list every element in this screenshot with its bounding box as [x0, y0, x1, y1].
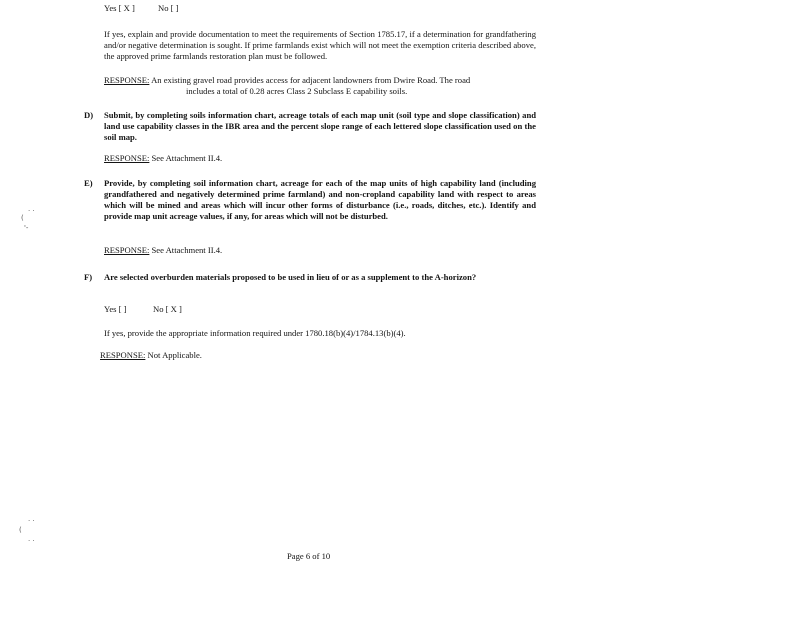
section-e-letter: E)	[84, 178, 93, 188]
page-number: Page 6 of 10	[287, 551, 331, 561]
section-f-letter: F)	[84, 272, 93, 282]
response-label: RESPONSE:	[104, 245, 150, 255]
section-f-no-checkbox-line: No [ X ]	[153, 304, 182, 314]
section-e-response	[104, 245, 222, 256]
scan-mark: (	[21, 214, 24, 222]
section-f-response	[100, 350, 202, 361]
scan-mark: . .	[28, 535, 35, 543]
response-label: RESPONSE:	[100, 350, 146, 360]
scan-mark: '-	[24, 224, 29, 232]
response-text: See Attachment II.4.	[149, 245, 223, 255]
response-text: An existing gravel road provides access for adjacent landowners from Dwire Road. The road	[151, 75, 471, 85]
response-label: RESPONSE:	[104, 75, 150, 85]
top-yes-checkbox-line: Yes [ X ]	[104, 3, 135, 13]
response-text: See Attachment II.4.	[149, 153, 223, 163]
section-d-paragraph: Submit, by completing soils information chart, acreage totals of each map unit (soil type and slope classification) and land use capability classes in the IBR area and the percent slope range of each lettered slope classification used on the soil map.	[104, 110, 536, 142]
response-text: Not Applicable.	[145, 350, 202, 360]
response-label: RESPONSE:	[104, 153, 150, 163]
section-f-paragraph: Are selected overburden materials proposed to be used in lieu of or as a supplement to the A-horizon?	[104, 272, 477, 282]
section-d-letter: D)	[84, 110, 94, 120]
section-c-response	[104, 75, 536, 86]
scan-mark: . .	[28, 205, 35, 213]
section-c-response-line2: includes a total of 0.28 acres Class 2 Subclass E capability soils.	[186, 86, 408, 96]
section-f-yes-checkbox-line: Yes [ ]	[104, 304, 127, 314]
section-d-response	[104, 153, 222, 164]
scan-mark: (	[19, 526, 22, 534]
section-f-instruction: If yes, provide the appropriate information required under 1780.18(b)(4)/1784.13(b)(4).	[104, 328, 406, 338]
scan-mark: . .	[28, 515, 35, 523]
section-c-paragraph: If yes, explain and provide documentation to meet the requirements of Section 1785.17, if a determination for grandfathering and/or negative determination is sought. If prime farmlands exist which will not meet the exemption criteria described above, the approved prime farmlands restoration plan must be followed.	[104, 29, 536, 61]
top-no-checkbox-line: No [ ]	[158, 3, 179, 13]
section-e-paragraph: Provide, by completing soil information chart, acreage for each of the map units of high capability land (including grandfathered and negatively determined prime farmland) and non-cropland capability land with respect to areas which will be mined and areas which will incur other forms of disturbance (i.e., roads, ditches, etc.). Identify and provide map unit acreage values, if any, for areas which will not be disturbed.	[104, 178, 536, 221]
